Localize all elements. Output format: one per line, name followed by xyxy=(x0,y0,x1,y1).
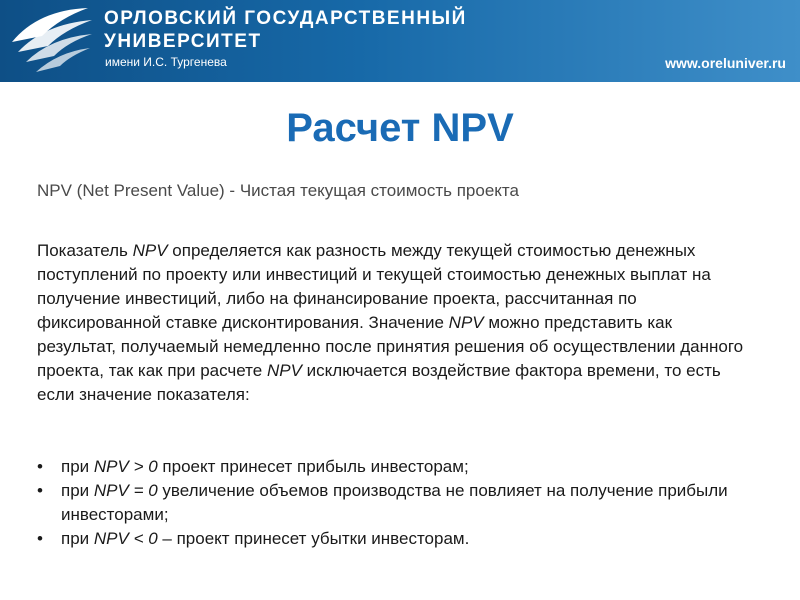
bullet-condition: NPV = 0 xyxy=(93,481,158,500)
bullet-icon: • xyxy=(37,481,43,500)
para-text-2: определяется как разность между текущей стоимостью денежных поступлений по проекту или инвестиций и текущей стоимостью денежных выплат на получение инвестиций, либо на финансирование проекта, рассчитанная по фиксированной ставке дисконтирования. Значение xyxy=(37,241,711,332)
site-url[interactable]: www.oreluniver.ru xyxy=(665,55,786,71)
bullet-post: увеличение объемов производства не повлияет на получение прибыли инвесторами; xyxy=(61,481,728,524)
bullet-condition: NPV > 0 xyxy=(93,457,158,476)
list-item xyxy=(37,527,767,551)
para-npv-3: NPV xyxy=(266,361,302,380)
slide-subtitle: NPV (Net Present Value) - Чистая текущая стоимость проекта xyxy=(37,181,519,200)
university-name-line3: имени И.С. Тургенева xyxy=(105,55,227,69)
university-name-line2: УНИВЕРСИТЕТ xyxy=(104,31,262,52)
body-paragraph xyxy=(37,239,747,407)
bullet-pre: при xyxy=(61,481,94,500)
list-item xyxy=(37,455,767,479)
para-npv-1: NPV xyxy=(132,241,168,260)
bullet-post: проект принесет прибыль инвесторам; xyxy=(157,457,469,476)
university-header xyxy=(0,0,800,82)
bullet-icon: • xyxy=(37,457,43,476)
bullet-post: – проект принесет убытки инвесторам. xyxy=(157,529,470,548)
bullet-icon: • xyxy=(37,529,43,548)
list-item xyxy=(37,479,767,527)
university-logo-icon xyxy=(8,2,94,78)
para-npv-2: NPV xyxy=(448,313,484,332)
bullet-pre: при xyxy=(61,529,94,548)
para-text-1: Показатель xyxy=(37,241,133,260)
para-text-3: можно представить как результат, получаемый немедленно после принятия решения об осуществлении данного проекта, так как при расчете xyxy=(37,313,744,380)
npv-conditions-list xyxy=(37,455,767,551)
bullet-condition: NPV < 0 xyxy=(93,529,158,548)
bullet-pre: при xyxy=(61,457,94,476)
university-name-line1: ОРЛОВСКИЙ ГОСУДАРСТВЕННЫЙ xyxy=(104,8,467,29)
slide-title: Расчет NPV xyxy=(286,106,514,150)
para-text-4: исключается воздействие фактора времени, то есть если значение показателя: xyxy=(37,361,721,404)
